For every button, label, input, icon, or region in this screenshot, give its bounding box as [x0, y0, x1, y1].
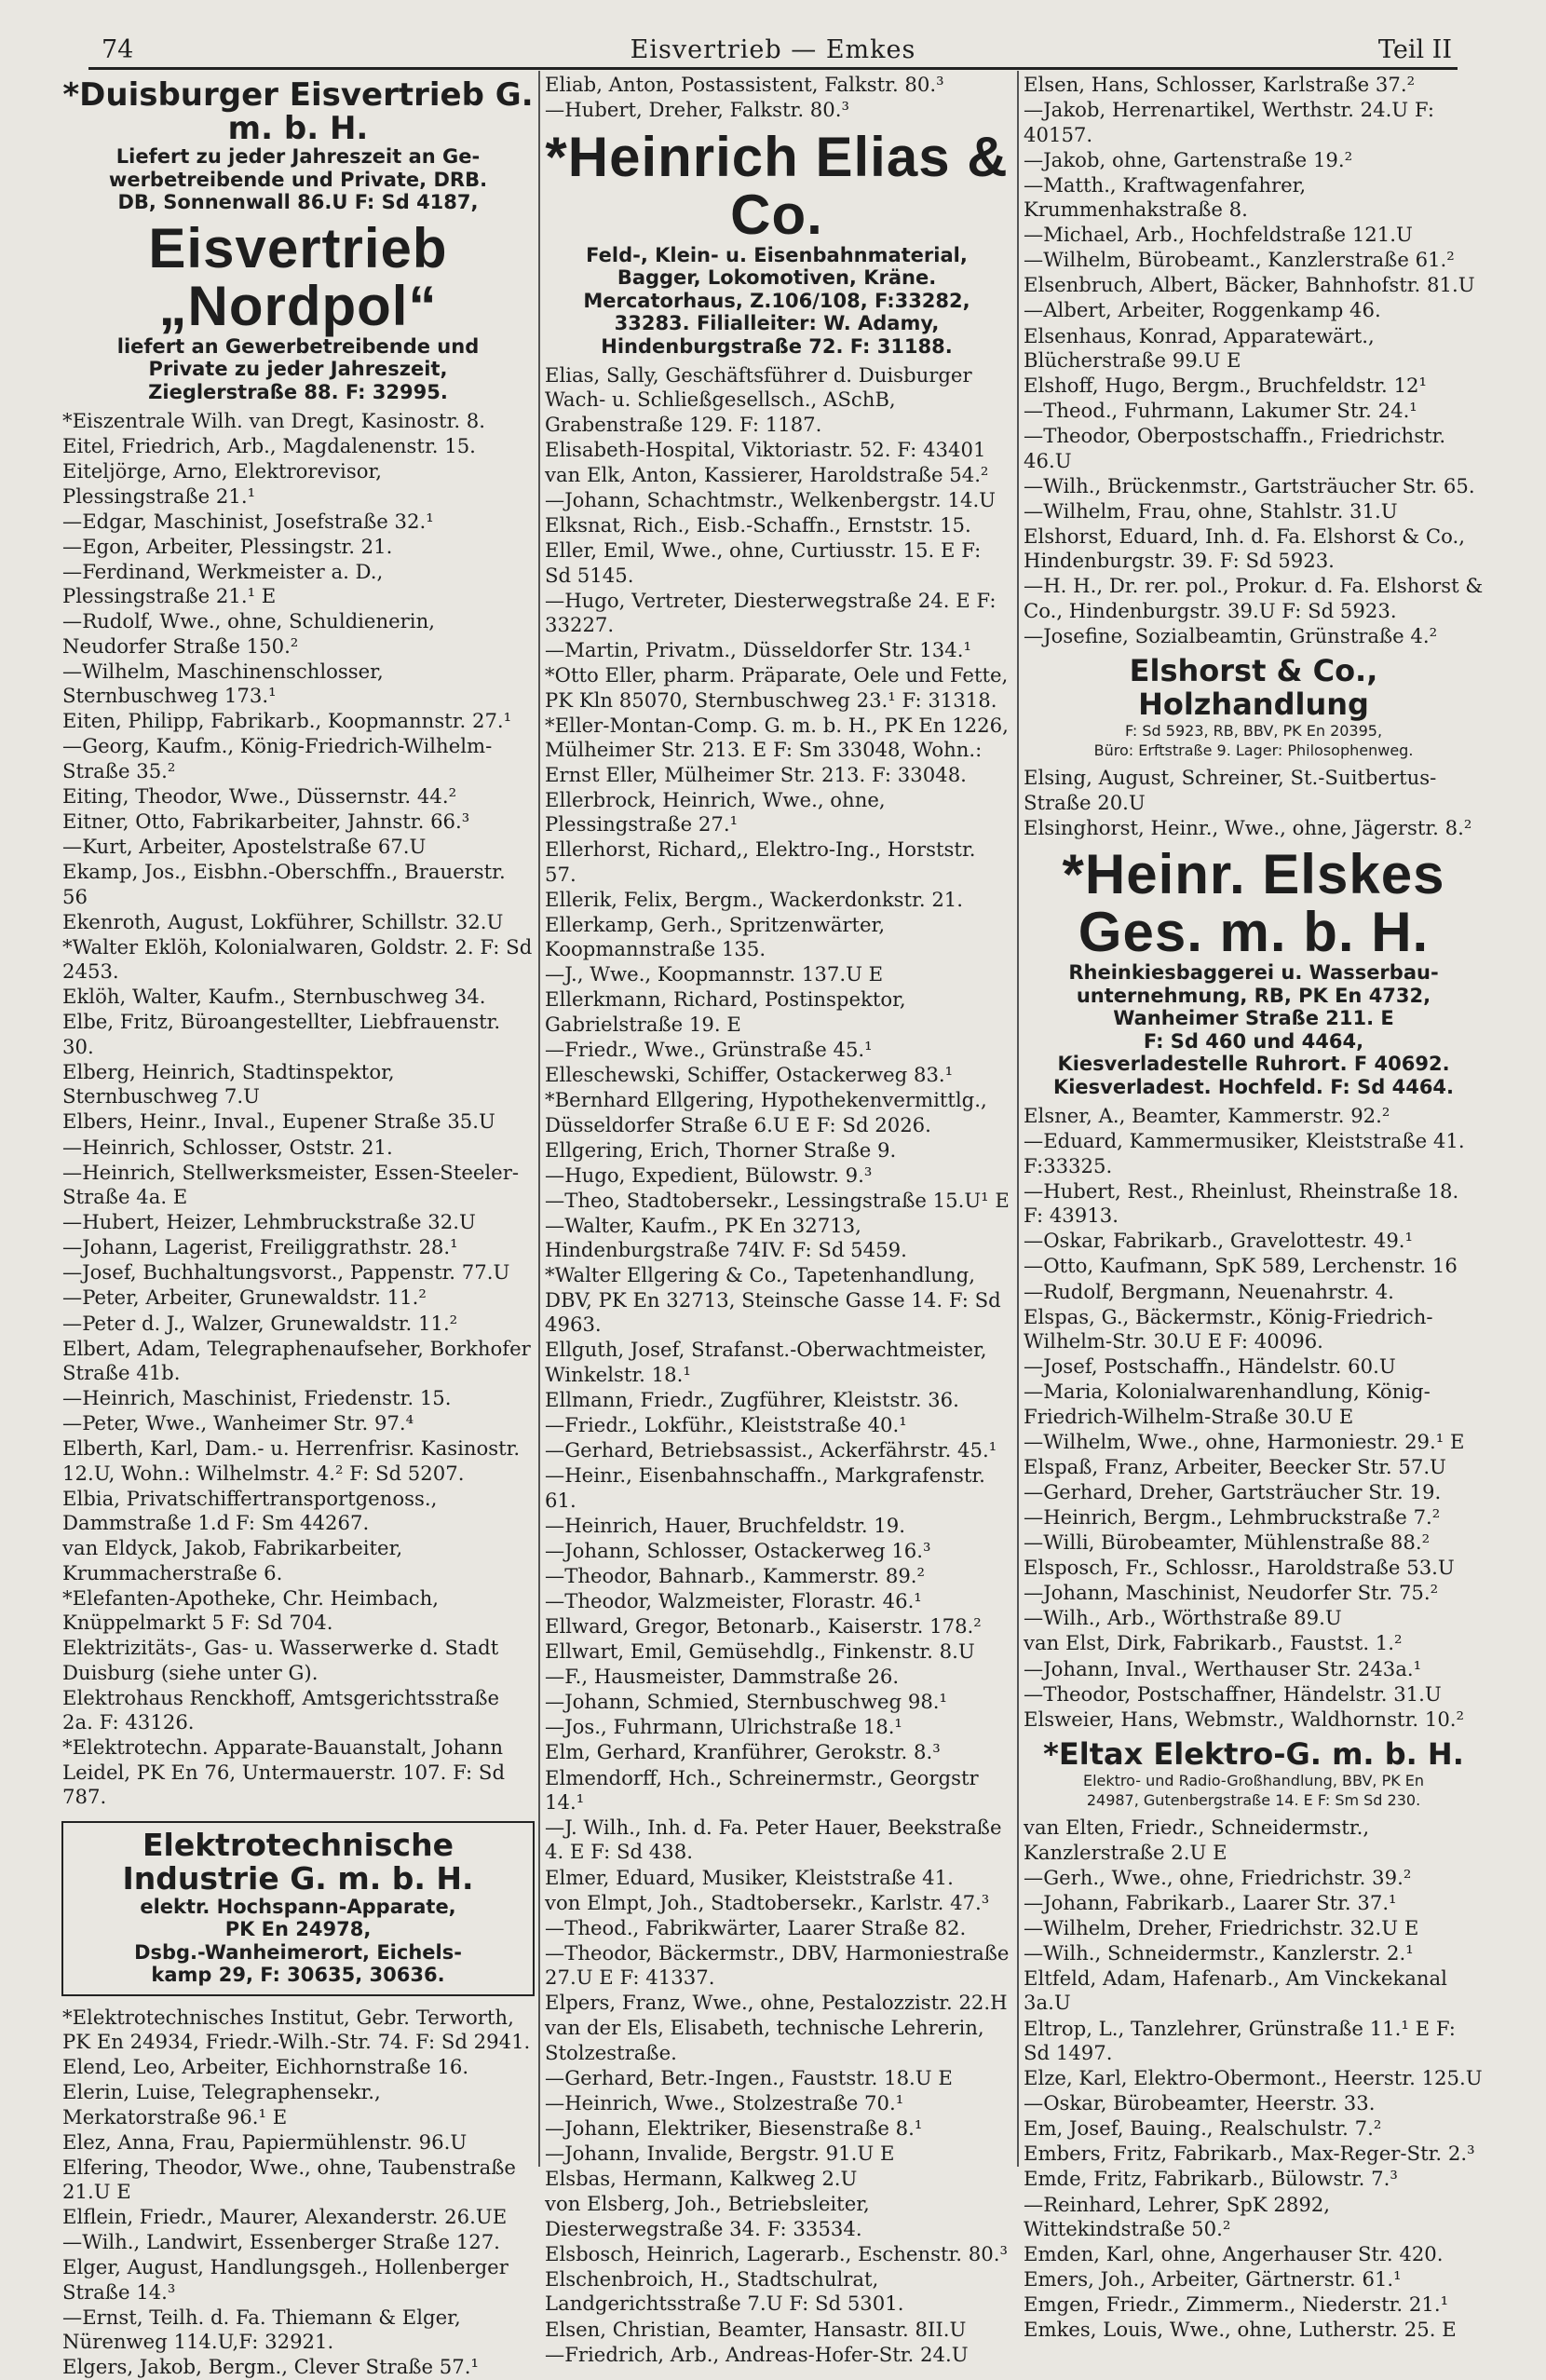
directory-entry: Elbia, Privatschiffertransportgenoss., Dammstraße 1.d F: Sm 44267.: [62, 1486, 438, 1535]
ad-line: Hindenburgstraße 72. F: 31188.: [601, 334, 953, 358]
ad-line: Elshorst & Co., Holzhandlung: [1129, 653, 1378, 723]
directory-entry: —Hubert, Heizer, Lehmbruckstraße 32.U: [62, 1210, 476, 1234]
directory-entry: —Hubert, Dreher, Falkstr. 80.³: [545, 98, 849, 122]
directory-entry: Elshorst, Eduard, Inh. d. Fa. Elshorst & Co., Hindenburgstr. 39. F: Sd 5923.: [1024, 524, 1465, 573]
directory-entry: —Theodor, Walzmeister, Florastr. 46.¹: [545, 1588, 922, 1612]
directory-entry: —Hubert, Rest., Rheinlust, Rheinstraße 18. F: 43913.: [1024, 1178, 1459, 1228]
directory-entry: *Elektrotechnisches Institut, Gebr. Terworth, PK En 24934, Friedr.-Wilh.-Str. 74. F: Sd 2941.: [62, 2005, 531, 2053]
directory-entry: Elshoff, Hugo, Bergm., Bruchfeldstr. 12¹: [1024, 374, 1427, 398]
directory-entry: Elsner, A., Beamter, Kammerstr. 92.²: [1024, 1104, 1390, 1128]
directory-entry: Elze, Karl, Elektro-Obermont., Heerstr. 125.U: [1024, 2066, 1483, 2090]
directory-entry: —Heinrich, Hauer, Bruchfeldstr. 19.: [545, 1513, 906, 1537]
directory-entry: Elleschewski, Schiffer, Ostackerweg 83.¹: [545, 1063, 954, 1087]
directory-entry: —Johann, Invalide, Bergstr. 91.U E: [545, 2142, 895, 2166]
directory-entry: van Elk, Anton, Kassierer, Haroldstraße 54.²: [545, 463, 989, 486]
directory-entry: —Hugo, Vertreter, Diesterwegstraße 24. E F: 33227.: [545, 588, 997, 637]
advertisement: [1023, 843, 1485, 1098]
directory-entry: —Friedr., Wwe., Grünstraße 45.¹: [545, 1037, 873, 1061]
directory-entry: —Theodor, Bäckermstr., DBV, Harmoniestraße 27.U E F: 41337.: [545, 1940, 1010, 1990]
page-header: [88, 35, 1458, 70]
directory-entry: —Theod., Fuhrmann, Lakumer Str. 24.¹: [1024, 399, 1417, 423]
ad-line: Kiesverladestelle Ruhrort. F 40692.: [1057, 1053, 1450, 1076]
ad-line: Elektrotechnische Industrie G. m. b. H.: [122, 1826, 474, 1897]
directory-entry: Elsweier, Hans, Webmstr., Waldhornstr. 10.²: [1024, 1707, 1465, 1731]
directory-entry: —Oskar, Bürobeamter, Heerstr. 33.: [1024, 2091, 1376, 2115]
ad-line: Dsbg.-Wanheimerort, Eichels-: [134, 1940, 462, 1964]
directory-entry: —Heinr., Eisenbahnschaffn., Markgrafenstr. 61.: [545, 1463, 985, 1512]
part-label: Teil II: [1377, 35, 1452, 64]
directory-entry: van Elst, Dirk, Fabrikarb., Faustst. 1.²: [1024, 1631, 1403, 1655]
directory-entry: —Oskar, Fabrikarb., Gravelottestr. 49.¹: [1024, 1229, 1414, 1253]
directory-entry: —Albert, Arbeiter, Roggenkamp 46.: [1024, 298, 1381, 322]
ad-line: *Eltax Elektro-G. m. b. H.: [1043, 1736, 1464, 1773]
directory-entry: —Peter d. J., Walzer, Grunewaldstr. 11.²: [62, 1311, 458, 1335]
directory-entry: —H. H., Dr. rer. pol., Prokur. d. Fa. Elshorst & Co., Hindenburgstr. 39.U F: Sd 5923.: [1024, 574, 1484, 622]
directory-entry: Ellerkamp, Gerh., Spritzenwärter, Koopmannstraße 135.: [545, 912, 886, 961]
directory-entry: *Elektrotechn. Apparate-Bauanstalt, Johann Leidel, PK En 76, Untermauerstr. 107. F: Sd 787.: [62, 1735, 506, 1809]
directory-entry: Ellerik, Felix, Bergm., Wackerdonkstr. 21.: [545, 887, 964, 911]
directory-entry: —Gerhard, Dreher, Gartsträucher Str. 19.: [1024, 1479, 1442, 1503]
directory-entry: Elmer, Eduard, Musiker, Kleiststraße 41.: [545, 1865, 954, 1889]
directory-entry: —Walter, Kaufm., PK En 32713, Hindenburgstraße 74IV. F: Sd 5459.: [545, 1213, 907, 1262]
directory-entry: Eitel, Friedrich, Arb., Magdalenenstr. 15.: [62, 434, 476, 458]
directory-entry: Ellward, Gregor, Betonarb., Kaiserstr. 178.²: [545, 1614, 982, 1638]
ad-line: liefert an Gewerbetreibende und: [116, 334, 480, 358]
directory-entry: —Egon, Arbeiter, Plessingstr. 21.: [62, 534, 393, 558]
column-divider: [1017, 71, 1019, 2167]
ad-line: Büro: Erftstraße 9. Lager: Philosophenweg.: [1093, 741, 1414, 760]
ad-line: Private zu jeder Jahreszeit,: [148, 358, 448, 380]
directory-entry: Elsbas, Hermann, Kalkweg 2.U: [545, 2167, 858, 2191]
directory-entry: —Hugo, Expedient, Bülowstr. 9.³: [545, 1163, 873, 1187]
directory-entry: —Wilh., Landwirt, Essenberger Straße 127.: [62, 2230, 500, 2254]
directory-entry: —Johann, Maschinist, Neudorfer Str. 75.²: [1024, 1581, 1439, 1605]
ad-line: kamp 29, F: 30635, 30636.: [151, 1964, 445, 1986]
ad-line: werbetreibende und Private, DRB.: [108, 168, 488, 191]
directory-entry: —Martin, Privatm., Düsseldorfer Str. 134.¹: [545, 638, 971, 662]
directory-entry: Elsposch, Fr., Schlossr., Haroldstraße 53.U: [1024, 1556, 1455, 1580]
directory-entry: —Wilhelm, Dreher, Friedrichstr. 32.U E: [1024, 1915, 1419, 1939]
directory-entry: —Johann, Schachtmstr., Welkenbergstr. 14.U: [545, 488, 997, 512]
directory-entry: Ellgering, Erich, Thorner Straße 9.: [545, 1137, 897, 1162]
directory-entry: —Wilh., Brückenmstr., Gartsträucher Str. 65.: [1024, 473, 1475, 497]
directory-entry: —Theodor, Oberpostschaffn., Friedrichstr. 46.U: [1024, 424, 1446, 472]
directory-entry: Elias, Sally, Geschäftsführer d. Duisburger Wach- u. Schließgesellsch., ASchB, Grabenstraße 129. F: 1187.: [545, 363, 972, 436]
directory-entry: —J. Wilh., Inh. d. Fa. Peter Hauer, Beekstraße 4. E F: Sd 438.: [545, 1816, 1002, 1864]
directory-entry: —Heinrich, Stellwerksmeister, Essen-Steeler-Straße 4a. E: [62, 1160, 520, 1209]
directory-entry: —Wilh., Schneidermstr., Kanzlerstr. 2.¹: [1024, 1940, 1414, 1965]
column-2: [544, 73, 1010, 2368]
directory-entry: Elberg, Heinrich, Stadtinspektor, Sternbuschweg 7.U: [62, 1059, 395, 1108]
directory-entry: Elektrizitäts-, Gas- u. Wasserwerke d. Stadt Duisburg (siehe unter G).: [62, 1636, 499, 1684]
directory-entry: Elisabeth-Hospital, Viktoriastr. 52. F: 43401: [545, 437, 986, 461]
directory-entry: —Peter, Wwe., Wanheimer Str. 97.⁴: [62, 1411, 414, 1435]
directory-entry: —Gerh., Wwe., ohne, Friedrichstr. 39.²: [1024, 1865, 1412, 1889]
ad-line: Eisvertrieb „Nordpol“: [148, 216, 448, 337]
directory-entry: von Elmpt, Joh., Stadtobersekr., Karlstr. 47.³: [545, 1890, 990, 1914]
directory-entry: —Josefine, Sozialbeamtin, Grünstraße 4.²: [1024, 623, 1438, 647]
ad-line: Mercatorhaus, Z.106/108, F:33282,: [583, 289, 970, 312]
directory-entry: Emers, Joh., Arbeiter, Gärtnerstr. 61.¹: [1024, 2267, 1402, 2292]
directory-entry: Embers, Fritz, Fabrikarb., Max-Reger-Str. 2.³: [1024, 2142, 1475, 2166]
directory-entry: *Walter Ellgering & Co., Tapetenhandlung, DBV, PK En 32713, Steinsche Gasse 14. F: Sd 4963.: [545, 1263, 1001, 1337]
directory-entry: —Georg, Kaufm., König-Friedrich-Wilhelm-Straße 35.²: [62, 734, 493, 782]
ad-line: 24987, Gutenbergstraße 14. E F: Sm Sd 230.: [1086, 1791, 1421, 1810]
directory-entry: —Theodor, Postschaffner, Händelstr. 31.U: [1024, 1681, 1442, 1706]
directory-entry: Ellguth, Josef, Strafanst.-Oberwachtmeister, Winkelstr. 18.¹: [545, 1338, 987, 1386]
directory-entry: Elektrohaus Renckhoff, Amtsgerichtsstraße 2a. F: 43126.: [62, 1685, 500, 1734]
directory-entry: —F., Hausmeister, Dammstraße 26.: [545, 1665, 900, 1689]
directory-entry: —Heinrich, Wwe., Stolzestraße 70.¹: [545, 2091, 904, 2115]
directory-entry: —Josef, Buchhaltungsvorst., Pappenstr. 77.U: [62, 1260, 510, 1285]
directory-entry: —Gerhard, Betr.-Ingen., Fauststr. 18.U E: [545, 2065, 953, 2089]
directory-entry: van Eldyck, Jakob, Fabrikarbeiter, Krummacherstraße 6.: [62, 1536, 403, 1584]
ad-line: Liefert zu jeder Jahreszeit an Ge-: [115, 145, 481, 168]
ad-line: *Heinrich Elias & Co.: [545, 125, 1009, 246]
directory-entry: —Maria, Kolonialwarenhandlung, König-Friedrich-Wilhelm-Straße 30.U E: [1024, 1380, 1431, 1428]
directory-entry: Elflein, Friedr., Maurer, Alexanderstr. 26.UE: [62, 2205, 508, 2229]
directory-entry: Eiteljörge, Arno, Elektrorevisor, Plessingstraße 21.¹: [62, 459, 382, 508]
directory-entry: Elez, Anna, Frau, Papiermühlenstr. 96.U: [62, 2129, 468, 2154]
directory-entry: Emgen, Friedr., Zimmerm., Niederstr. 21.¹: [1024, 2292, 1449, 2317]
ad-line: *Heinr. Elskes Ges. m. b. H.: [1062, 843, 1445, 964]
directory-entry: Elspaß, Franz, Arbeiter, Beecker Str. 57.U: [1024, 1454, 1446, 1478]
directory-entry: Elbers, Heinr., Inval., Eupener Straße 35.U: [62, 1109, 495, 1134]
page-number: 74: [102, 35, 134, 64]
directory-entry: Elberth, Karl, Dam.- u. Herrenfrisr. Kasinostr. 12.U, Wohn.: Wilhelmstr. 4.² F: Sd 5207.: [62, 1436, 521, 1485]
directory-entry: Eller, Emil, Wwe., ohne, Curtiusstr. 15. E F: Sd 5145.: [545, 538, 982, 587]
directory-entry: —Otto, Kaufmann, SpK 589, Lerchenstr. 16: [1024, 1254, 1458, 1278]
column-1: [61, 73, 535, 2380]
directory-entry: —Josef, Postschaffn., Händelstr. 60.U: [1024, 1354, 1396, 1379]
directory-entry: Elpers, Franz, Wwe., ohne, Pestalozzistr. 22.H: [545, 1991, 1008, 2015]
directory-entry: —Heinrich, Schlosser, Oststr. 21.: [62, 1135, 393, 1159]
ad-line: F: Sd 5923, RB, BBV, PK En 20395,: [1124, 722, 1383, 741]
directory-entry: Eiting, Theodor, Wwe., Düssernstr. 44.²: [62, 783, 457, 808]
directory-entry: Elschenbroich, H., Stadtschulrat, Landgerichtsstraße 7.U F: Sd 5301.: [545, 2267, 904, 2316]
directory-entry: Elsenhaus, Konrad, Apparatewärt., Blücherstraße 99.U E: [1024, 323, 1375, 372]
directory-entry: —Johann, Schmied, Sternbuschweg 98.¹: [545, 1690, 948, 1714]
directory-entry: —Rudolf, Bergmann, Neuenahrstr. 4.: [1024, 1279, 1394, 1303]
directory-entry: —Johann, Elektriker, Biesenstraße 8.¹: [545, 2116, 923, 2141]
ad-line: Kiesverladest. Hochfeld. F: Sd 4464.: [1052, 1075, 1455, 1098]
directory-entry: *Elefanten-Apotheke, Chr. Heimbach, Knüppelmarkt 5 F: Sd 704.: [62, 1585, 439, 1635]
directory-entry: Em, Josef, Bauing., Realschulstr. 7.²: [1024, 2116, 1382, 2141]
directory-entry: Elbert, Adam, Telegraphenaufseher, Borkhofer Straße 41b.: [62, 1336, 531, 1384]
directory-entry: Elksnat, Rich., Eisb.-Schaffn., Ernststr. 15.: [545, 513, 971, 537]
advertisement: [1023, 654, 1485, 760]
boxed-advertisement: [61, 1821, 535, 1996]
directory-entry: Elsbosch, Heinrich, Lagerarb., Eschenstr. 80.³: [545, 2241, 1008, 2265]
advertisement: [544, 125, 1010, 359]
directory-entry: Elsen, Christian, Beamter, Hansastr. 8II.U: [545, 2317, 967, 2341]
directory-entry: —Theodor, Bahnarb., Kammerstr. 89.²: [545, 1563, 926, 1587]
directory-entry: —Heinrich, Bergm., Lehmbruckstraße 7.²: [1024, 1505, 1441, 1529]
directory-entry: Eiten, Philipp, Fabrikarb., Koopmannstr. 27.¹: [62, 709, 512, 733]
ad-line: DB, Sonnenwall 86.U F: Sd 4187,: [117, 191, 479, 213]
directory-entry: —Jakob, ohne, Gartenstraße 19.²: [1024, 147, 1353, 171]
directory-entry: —Heinrich, Maschinist, Friedenstr. 15.: [62, 1386, 452, 1410]
column-divider: [538, 71, 540, 2167]
directory-entry: Elfering, Theodor, Wwe., ohne, Taubenstraße 21.U E: [62, 2155, 516, 2204]
ad-line: unternehmung, RB, PK En 4732,: [1076, 984, 1431, 1007]
directory-entry: *Walter Eklöh, Kolonialwaren, Goldstr. 2. F: Sd 2453.: [62, 934, 533, 984]
advertisement: [1023, 1737, 1485, 1810]
directory-entry: —Eduard, Kammermusiker, Kleiststraße 41. F:33325.: [1024, 1129, 1465, 1177]
directory-entry: Elbe, Fritz, Büroangestellter, Liebfrauenstr. 30.: [62, 1010, 501, 1058]
directory-entry: —Kurt, Arbeiter, Apostelstraße 67.U: [62, 835, 427, 859]
directory-entry: von Elsberg, Joh., Betriebsleiter, Diesterwegstraße 34. F: 33534.: [545, 2192, 870, 2240]
advertisement: [61, 78, 535, 214]
directory-entry: *Bernhard Ellgering, Hypothekenvermittlg., Düsseldorfer Straße 6.U E F: Sd 2026.: [545, 1088, 987, 1136]
directory-entry: Elger, August, Handlungsgeh., Hollenberger Straße 14.³: [62, 2255, 509, 2304]
directory-entry: —Gerhard, Betriebsassist., Ackerfährstr. 45.¹: [545, 1438, 997, 1462]
directory-entry: Elerin, Luise, Telegraphensekr., Merkatorstraße 96.¹ E: [62, 2080, 381, 2128]
directory-entry: —Johann, Schlosser, Ostackerweg 16.³: [545, 1538, 931, 1562]
directory-entry: —Edgar, Maschinist, Josefstraße 32.¹: [62, 509, 434, 533]
ad-line: elektr. Hochspann-Apparate,: [140, 1895, 456, 1918]
directory-entry: —Wilhelm, Bürobeamt., Kanzlerstraße 61.²: [1024, 248, 1455, 272]
directory-entry: —Jakob, Herrenartikel, Werthstr. 24.U F: 40157.: [1024, 98, 1434, 146]
ad-line: F: Sd 460 und 4464,: [1143, 1029, 1364, 1053]
directory-entry: —Friedr., Lokführ., Kleiststraße 40.¹: [545, 1412, 907, 1436]
directory-entry: Elsen, Hans, Schlosser, Karlstraße 37.²: [1024, 73, 1416, 96]
ad-line: PK En 24978,: [224, 1918, 372, 1940]
directory-entry: Ellerkmann, Richard, Postinspektor, Gabrielstraße 19. E: [545, 987, 906, 1036]
ad-line: *Duisburger Eisvertrieb G. m. b. H.: [62, 76, 534, 147]
column-3: [1023, 73, 1485, 2343]
directory-entry: van Elten, Friedr., Schneidermstr., Kanzlerstraße 2.U E: [1024, 1816, 1370, 1864]
directory-entry: Ellerbrock, Heinrich, Wwe., ohne, Plessingstraße 27.¹: [545, 787, 886, 836]
ad-line: Elektro- und Radio-Großhandlung, BBV, PK En: [1082, 1772, 1425, 1790]
directory-entry: Ekenroth, August, Lokführer, Schillstr. 32.U: [62, 909, 504, 933]
directory-entry: —Peter, Arbeiter, Grunewaldstr. 11.²: [62, 1285, 427, 1310]
directory-entry: —J., Wwe., Koopmannstr. 137.U E: [545, 962, 884, 986]
directory-entry: —Jos., Fuhrmann, Ulrichstraße 18.¹: [545, 1715, 902, 1739]
ad-line: Wanheimer Straße 211. E: [1113, 1007, 1394, 1030]
directory-entry: —Willi, Bürobeamter, Mühlenstraße 88.²: [1024, 1530, 1431, 1555]
directory-entry: Eliab, Anton, Postassistent, Falkstr. 80.³: [545, 73, 944, 96]
directory-entry: Elsinghorst, Heinr., Wwe., ohne, Jägerstr. 8.²: [1024, 815, 1472, 839]
directory-entry: Elgers, Jakob, Bergm., Clever Straße 57.¹: [62, 2355, 479, 2379]
ad-line: Zieglerstraße 88. F: 32995.: [148, 380, 448, 403]
directory-entry: —Reinhard, Lehrer, SpK 2892, Wittekindstraße 50.²: [1024, 2192, 1331, 2240]
directory-entry: —Johann, Lagerist, Freiliggrathstr. 28.¹: [62, 1235, 458, 1259]
directory-entry: Eklöh, Walter, Kaufm., Sternbuschweg 34.: [62, 985, 486, 1009]
directory-entry: Elspas, G., Bäckermstr., König-Friedrich-Wilhelm-Str. 30.U E F: 40096.: [1024, 1304, 1433, 1353]
directory-entry: *Otto Eller, pharm. Präparate, Oele und Fette, PK Kln 85070, Sternbuschweg 23.¹ F: 31318.: [545, 663, 1009, 712]
directory-entry: —Rudolf, Wwe., ohne, Schuldienerin, Neudorfer Straße 150.²: [62, 609, 435, 658]
directory-entry: —Friedrich, Arb., Andreas-Hofer-Str. 24.U: [545, 2342, 969, 2366]
directory-entry: —Matth., Kraftwagenfahrer, Krummenhakstraße 8.: [1024, 172, 1307, 222]
directory-entry: —Johann, Fabrikarb., Laarer Str. 37.¹: [1024, 1890, 1397, 1914]
directory-entry: —Wilh., Arb., Wörthstraße 89.U: [1024, 1606, 1342, 1630]
directory-entry: —Theod., Fabrikwärter, Laarer Straße 82.: [545, 1915, 967, 1939]
directory-entry: Ellmann, Friedr., Zugführer, Kleiststr. 36.: [545, 1387, 959, 1411]
directory-entry: Elmendorff, Hch., Schreinermstr., Georgstr 14.¹: [545, 1765, 979, 1814]
directory-entry: —Michael, Arb., Hochfeldstraße 121.U: [1024, 223, 1413, 247]
directory-entry: *Eller-Montan-Comp. G. m. b. H., PK En 1226, Mülheimer Str. 213. E F: Sm 33048, Wohn.: Ernst Eller, Mülheimer Str. 213. F: 33048.: [545, 713, 1009, 786]
directory-entry: Ekamp, Jos., Eisbhn.-Oberschffn., Brauerstr. 56: [62, 860, 506, 908]
directory-entry: Eltfeld, Adam, Hafenarb., Am Vinckekanal 3a.U: [1024, 1966, 1447, 2015]
directory-entry: —Theo, Stadtobersekr., Lessingstraße 15.U¹ E: [545, 1188, 1010, 1212]
directory-entry: Emde, Fritz, Fabrikarb., Bülowstr. 7.³: [1024, 2167, 1398, 2191]
directory-entry: —Wilhelm, Frau, ohne, Stahlstr. 31.U: [1024, 498, 1398, 523]
directory-entry: —Wilhelm, Wwe., ohne, Harmoniestr. 29.¹ E: [1024, 1429, 1465, 1453]
directory-entry: Eltrop, L., Tanzlehrer, Grünstraße 11.¹ E F: Sd 1497.: [1024, 2016, 1456, 2064]
directory-entry: Emden, Karl, ohne, Angerhauser Str. 420.: [1024, 2242, 1444, 2265]
ad-line: Bagger, Lokomotiven, Kräne.: [617, 266, 937, 289]
directory-entry: Elend, Leo, Arbeiter, Eichhornstraße 16.: [62, 2055, 469, 2078]
directory-entry: Ellerhorst, Richard,, Elektro-Ing., Horststr. 57.: [545, 837, 976, 886]
running-title: Eisvertrieb — Emkes: [630, 35, 916, 64]
directory-entry: Eitner, Otto, Fabrikarbeiter, Jahnstr. 66.³: [62, 809, 470, 834]
directory-entry: *Eiszentrale Wilh. van Dregt, Kasinostr. 8.: [62, 409, 486, 432]
directory-entry: —Wilhelm, Maschinenschlosser, Sternbuschweg 173.¹: [62, 659, 384, 708]
directory-entry: Elsing, August, Schreiner, St.-Suitbertus-Straße 20.U: [1024, 766, 1437, 814]
directory-entry: —Johann, Inval., Werthauser Str. 243a.¹: [1024, 1656, 1422, 1680]
directory-entry: Ellwart, Emil, Gemüsehdlg., Finkenstr. 8.U: [545, 1639, 975, 1664]
ad-line: Feld-, Klein- u. Eisenbahnmaterial,: [586, 243, 968, 266]
directory-entry: Elsenbruch, Albert, Bäcker, Bahnhofstr. 81.U: [1024, 273, 1475, 297]
directory-entry: van der Els, Elisabeth, technische Lehrerin, Stolzestraße.: [545, 2016, 984, 2064]
directory-entry: —Ernst, Teilh. d. Fa. Thiemann & Elger, Nürenweg 114.U,F: 32921.: [62, 2305, 461, 2354]
ad-line: Rheinkiesbaggerei u. Wasserbau-: [1068, 961, 1439, 985]
directory-entry: —Ferdinand, Werkmeister a. D., Plessingstraße 21.¹ E: [62, 559, 384, 608]
directory-entry: Emkes, Louis, Wwe., ohne, Lutherstr. 25. E: [1024, 2318, 1457, 2342]
ad-line: 33283. Filialleiter: W. Adamy,: [614, 312, 940, 334]
advertisement: [61, 216, 535, 404]
directory-entry: Elm, Gerhard, Kranführer, Gerokstr. 8.³: [545, 1740, 941, 1764]
